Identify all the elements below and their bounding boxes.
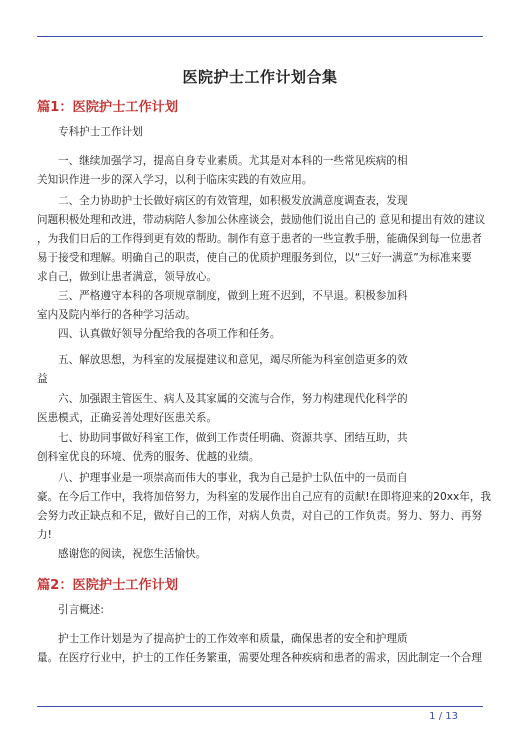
- paragraph-line: 护士工作计划是为了提高护士的工作效率和质量，确保患者的安全和护理质: [58, 633, 408, 645]
- paragraph-line: 易于接受和理解。明确自己的职责，使自己的优质护理服务到位，以“三好一满意”为标准来要: [37, 252, 472, 264]
- paragraph-line: 会努力改正缺点和不足，做好自己的工作，对病人负责，对自己的工作负责。努力、努力、再努: [37, 510, 482, 522]
- paragraph-line: 关知识作进一步的深入学习，以利于临床实践的有效应用。: [37, 174, 313, 186]
- paragraph: [37, 469, 492, 545]
- paragraph-line: 五、解放思想，为科室的发展提建议和意见，竭尽所能为科室创造更多的效: [58, 354, 408, 366]
- paragraph-line: 求自己，做到让患者满意，领导放心。: [37, 271, 218, 283]
- paragraph-line: 室内及院内举行的各种学习活动。: [37, 309, 196, 321]
- header-rule: [37, 36, 483, 37]
- paragraph: [37, 351, 483, 389]
- paragraph: [37, 429, 483, 467]
- paragraph-line: 七、协助同事做好科室工作，做到工作责任明确、资源共享、团结互助，共: [58, 432, 408, 444]
- paragraph-line: 引言概述:: [58, 604, 104, 616]
- paragraph: [37, 630, 483, 668]
- paragraph-line: 三、严格遵守本科的各项规章制度，做到上班不迟到，不早退。积极参加科: [58, 290, 408, 302]
- paragraph: [37, 287, 483, 325]
- paragraph: [37, 390, 483, 428]
- paragraph-line: 豪。在今后工作中，我将加倍努力，为科室的发展作出自己应有的贡献!在即将迎来的20xx年，我: [37, 491, 492, 503]
- paragraph-line: 八、护理事业是一项崇高而伟大的事业，我为自己是护士队伍中的一员而自: [58, 472, 408, 484]
- paragraph: [37, 192, 486, 287]
- paragraph-line: 量。在医疗行业中，护士的工作任务繁重，需要处理各种疾病和患者的需求，因此制定一个合理: [37, 652, 482, 664]
- paragraph-line: ，为我们日后的工作得到更有效的帮助。制作有意于患者的一些宣教手册，能确保到每一位患者: [37, 233, 482, 245]
- paragraph-line: 专科护士工作计划: [58, 126, 143, 138]
- document-title: 医院护士工作计划合集: [182, 68, 338, 86]
- paragraph-line: 创科室优良的环境、优秀的服务、优越的业绩。: [37, 451, 260, 463]
- paragraph-line: 医患模式，正确妥善处理好医患关系。: [37, 412, 218, 424]
- section-heading-1: 篇1：医院护士工作计划: [37, 100, 179, 115]
- paragraph-line: 问题积极处理和改进，带动病陪人参加公休座谈会，鼓励他们说出自己的 意见和提出有效的建议: [37, 214, 486, 226]
- footer-rule: [37, 706, 483, 707]
- paragraph-line: 二、全力协助护士长做好病区的有效管理，如积极发放满意度调查表，发现: [58, 195, 408, 207]
- paragraph: [37, 601, 483, 620]
- paragraph-line: 四、认真做好领导分配给我的各项工作和任务。: [58, 328, 281, 340]
- paragraph: [37, 152, 483, 190]
- section-heading-2: 篇2：医院护士工作计划: [37, 578, 179, 593]
- paragraph-line: 力!: [37, 529, 52, 541]
- paragraph-line: 一、继续加强学习，提高自身专业素质。尤其是对本科的一些常见疾病的相: [58, 155, 408, 167]
- paragraph: [37, 123, 483, 142]
- page-number: 1 / 13: [429, 711, 458, 722]
- paragraph-line: 六、加强跟主管医生、病人及其家属的交流与合作，努力构建现代化科学的: [58, 393, 408, 405]
- paragraph-line: 感谢您的阅读，祝您生活愉快。: [58, 548, 207, 560]
- paragraph: [37, 545, 483, 564]
- paragraph: [37, 325, 483, 344]
- paragraph-line: 益: [37, 373, 48, 385]
